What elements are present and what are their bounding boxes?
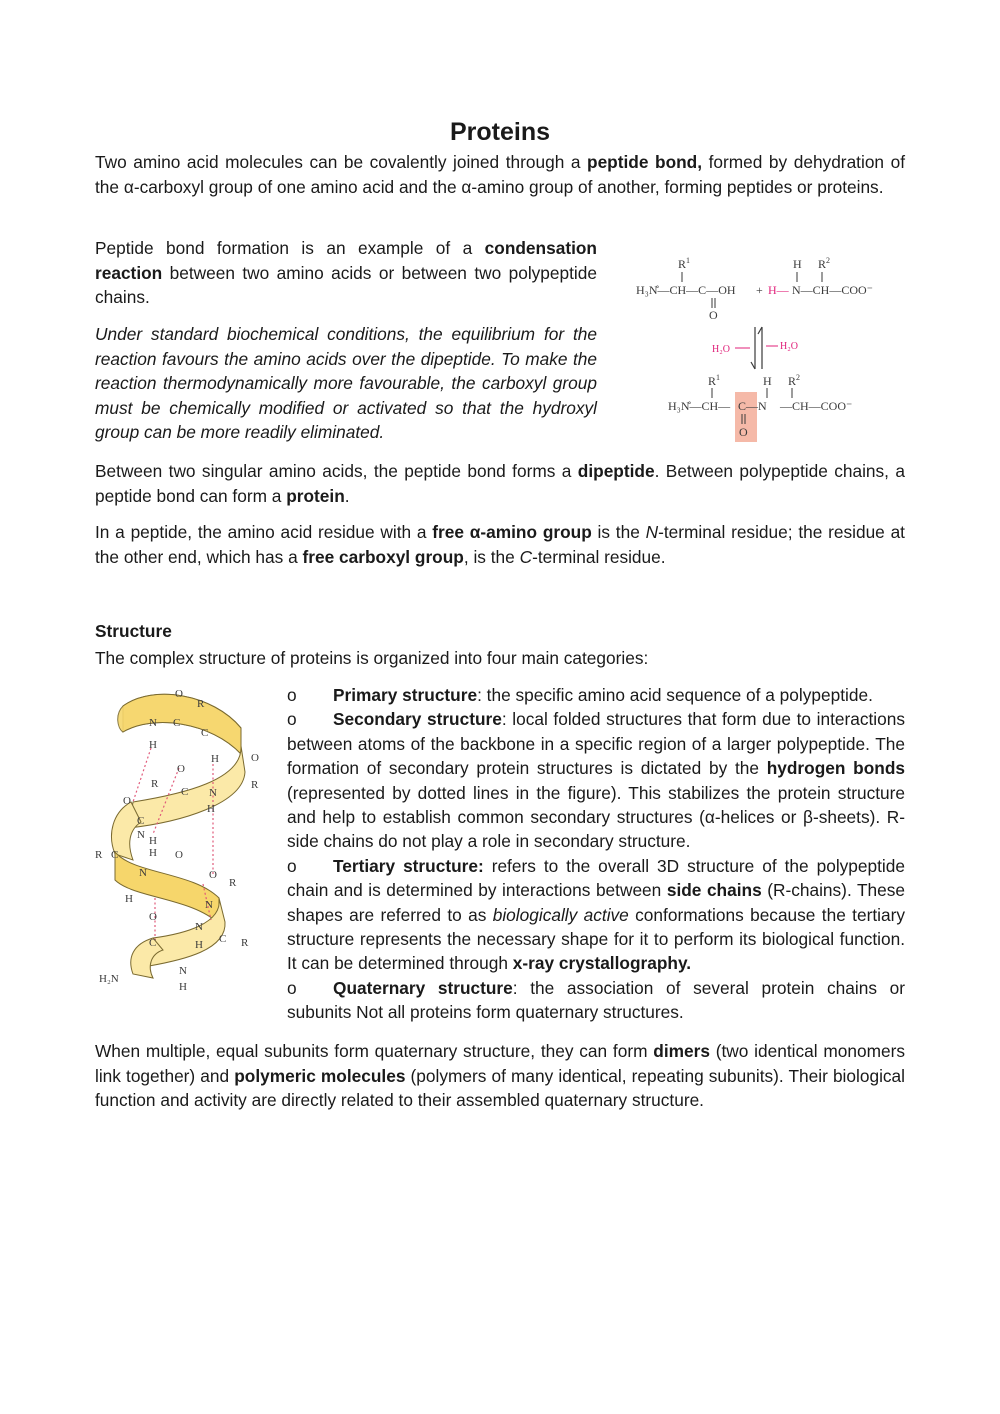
svg-text:R: R xyxy=(151,778,159,790)
structure-intro: The complex structure of proteins is organized into four main categories: xyxy=(95,648,649,668)
bold-term: Primary structure xyxy=(333,685,478,705)
svg-text:O: O xyxy=(149,911,157,923)
equilibrium-paragraph: Under standard biochemical conditions, the equilibrium for the reaction favours the amino acids over the dipeptide. To make the reaction thermodynamically more favourable, the carboxyl group must be chemically modified or activated so that the hydroxyl group can be more readily eliminated. xyxy=(95,324,597,443)
bold-term: free carboxyl group xyxy=(302,546,464,567)
bold-term: condensation reaction xyxy=(95,238,597,283)
svg-text:R: R xyxy=(95,849,103,861)
dipeptide-paragraph xyxy=(95,459,905,508)
svg-text:N: N xyxy=(195,921,203,933)
bold-term: protein xyxy=(286,485,345,506)
text-run: : local folded structures that form due to interactions between atoms of the backbone in a specific region of a larger polypeptide. The formation of secondary protein structures is dictated by the xyxy=(287,709,905,779)
water-in-label: H₂O xyxy=(780,341,798,352)
h-label: H xyxy=(793,257,802,271)
text-run: . Between polypeptide chains, a peptide bond can form a xyxy=(95,461,905,506)
text-run: (R-chains). These shapes are referred to as xyxy=(287,880,905,925)
svg-text:C: C xyxy=(219,933,227,945)
svg-text:O: O xyxy=(209,869,217,881)
quaternary-paragraph xyxy=(95,1039,905,1113)
text-run: When multiple, equal subunits form quaternary structure, they can form xyxy=(95,1041,654,1061)
text-run: -terminal residue. xyxy=(532,546,666,567)
text-run: (represented by dotted lines in the figure). This stabilizes the protein structure and help to establish common secondary structures (α-helices or β-sheets). R-side chains do not play a role in secondary structure. xyxy=(287,782,905,852)
bold-term: dimers xyxy=(653,1041,710,1061)
text-run: between two amino acids or between two polypeptide chains. xyxy=(95,262,597,308)
svg-text:N: N xyxy=(149,717,157,729)
product-left: H₃N̊—CH— xyxy=(668,399,731,413)
svg-text:H: H xyxy=(125,893,133,905)
svg-text:H: H xyxy=(195,939,203,951)
r2-label: $R^2$ xyxy=(818,256,831,271)
text-run: . xyxy=(344,485,350,506)
reactant-left: H₃N̊—CH—C—OH xyxy=(636,283,736,297)
svg-text:C: C xyxy=(201,727,209,739)
text-run: (two identical monomers link together) and xyxy=(95,1041,906,1086)
bullet-marker: o xyxy=(287,855,297,876)
svg-text:R: R xyxy=(251,779,259,791)
svg-text:H: H xyxy=(149,739,157,751)
product-bond: C—N xyxy=(738,399,767,413)
bold-term: peptide bond, xyxy=(587,152,703,172)
svg-text:H: H xyxy=(179,981,187,993)
svg-text:R: R xyxy=(197,698,205,710)
carbonyl-o-top: O xyxy=(709,308,718,322)
svg-text:H: H xyxy=(149,835,157,847)
svg-text:R: R xyxy=(229,877,237,889)
bold-term: Tertiary structure: xyxy=(333,855,484,876)
text-run: conformations because the tertiary structure represents the necessary shape for it to perform its biological function. It can be determined through xyxy=(287,904,905,974)
terminal-residue-paragraph xyxy=(95,520,905,569)
svg-text:C: C xyxy=(149,937,157,949)
svg-text:H: H xyxy=(207,803,215,815)
svg-text:C: C xyxy=(137,815,145,827)
svg-text:C: C xyxy=(111,849,119,861)
svg-text:H: H xyxy=(211,753,219,765)
text-run: refers to the overall 3D structure of the polypeptide chain and is determined by interactions between xyxy=(287,855,905,901)
text-run: -terminal residue; the residue at the other end, which has a xyxy=(95,522,905,567)
svg-text:O: O xyxy=(123,795,131,807)
svg-text:O: O xyxy=(251,752,259,764)
svg-text:O: O xyxy=(177,763,185,775)
bold-term: polymeric molecules xyxy=(234,1065,406,1086)
reactant-right-h: H— xyxy=(768,283,789,297)
product-h: H xyxy=(763,374,772,388)
svg-text:C: C xyxy=(181,786,189,798)
alpha-helix-figure xyxy=(93,684,273,996)
italic-term: C xyxy=(519,546,533,567)
product-r1: $R^1$ xyxy=(708,373,721,388)
svg-text:O: O xyxy=(175,849,183,861)
bold-term: dipeptide xyxy=(577,461,655,481)
svg-text:N: N xyxy=(205,899,213,911)
italic-term: biologically active xyxy=(492,904,629,925)
list-item-quaternary xyxy=(287,976,905,1025)
bullet-marker: o xyxy=(287,977,297,998)
italic-term: N xyxy=(645,522,659,542)
text-run: Between two singular amino acids, the peptide bond forms a xyxy=(95,461,578,481)
product-right: —CH—COO⁻ xyxy=(780,399,853,413)
bold-term: x-ray crystallography. xyxy=(512,953,692,974)
text-run: is the xyxy=(591,522,646,542)
bullet-marker: o xyxy=(287,685,297,705)
svg-text:O: O xyxy=(175,688,183,700)
text-run: (polymers of many identical, repeating subunits). Their biological function and activity are directly related to their assembled quaternary structure. xyxy=(95,1065,906,1111)
r1-label: $R^1$ xyxy=(678,256,691,271)
text-run: : the specific amino acid sequence of a polypeptide. xyxy=(477,685,873,705)
svg-text:R: R xyxy=(241,937,249,949)
intro-paragraph xyxy=(95,150,905,199)
product-r2: $R^2$ xyxy=(788,373,801,388)
bold-term: hydrogen bonds xyxy=(766,758,905,779)
svg-text:N: N xyxy=(137,829,145,841)
carbonyl-o-bottom: O xyxy=(739,425,748,439)
bold-term: side chains xyxy=(666,880,762,901)
svg-text:N: N xyxy=(209,787,217,799)
page-title: Proteins xyxy=(449,118,551,146)
peptide-bond-reaction-figure xyxy=(632,252,890,444)
bold-term: Quaternary structure xyxy=(333,977,513,998)
bullet-marker: o xyxy=(287,709,297,730)
list-item-tertiary xyxy=(287,854,905,976)
svg-text:H: H xyxy=(149,847,157,859)
structure-level-list xyxy=(287,683,905,1025)
text-run: Two amino acid molecules can be covalently joined through a xyxy=(95,152,588,172)
condensation-paragraph xyxy=(95,236,597,310)
text-run: formed by dehydration of the α-carboxyl group of one amino acid and the α-amino group of another, forming peptides or proteins. xyxy=(95,152,905,197)
text-run: , is the xyxy=(463,546,520,567)
svg-text:C: C xyxy=(173,717,181,729)
text-run: In a peptide, the amino acid residue with a xyxy=(95,522,433,542)
bold-term: Secondary structure xyxy=(333,709,502,730)
list-item-primary xyxy=(287,683,905,707)
svg-text:N: N xyxy=(139,867,147,879)
svg-text:N: N xyxy=(179,965,187,977)
reactant-right: N—CH—COO⁻ xyxy=(792,283,874,297)
text-run: : the association of several protein chains or subunits Not all proteins form quaternary structures. xyxy=(287,977,905,1023)
list-item-secondary xyxy=(287,707,905,853)
plus-sign: + xyxy=(756,283,763,297)
water-out-label: H₂O xyxy=(712,344,730,355)
bold-term: free α-amino group xyxy=(432,522,592,542)
svg-text:H₂N: H₂N xyxy=(99,973,119,985)
text-run: Peptide bond formation is an example of a xyxy=(95,238,485,258)
structure-heading: Structure xyxy=(95,621,172,641)
